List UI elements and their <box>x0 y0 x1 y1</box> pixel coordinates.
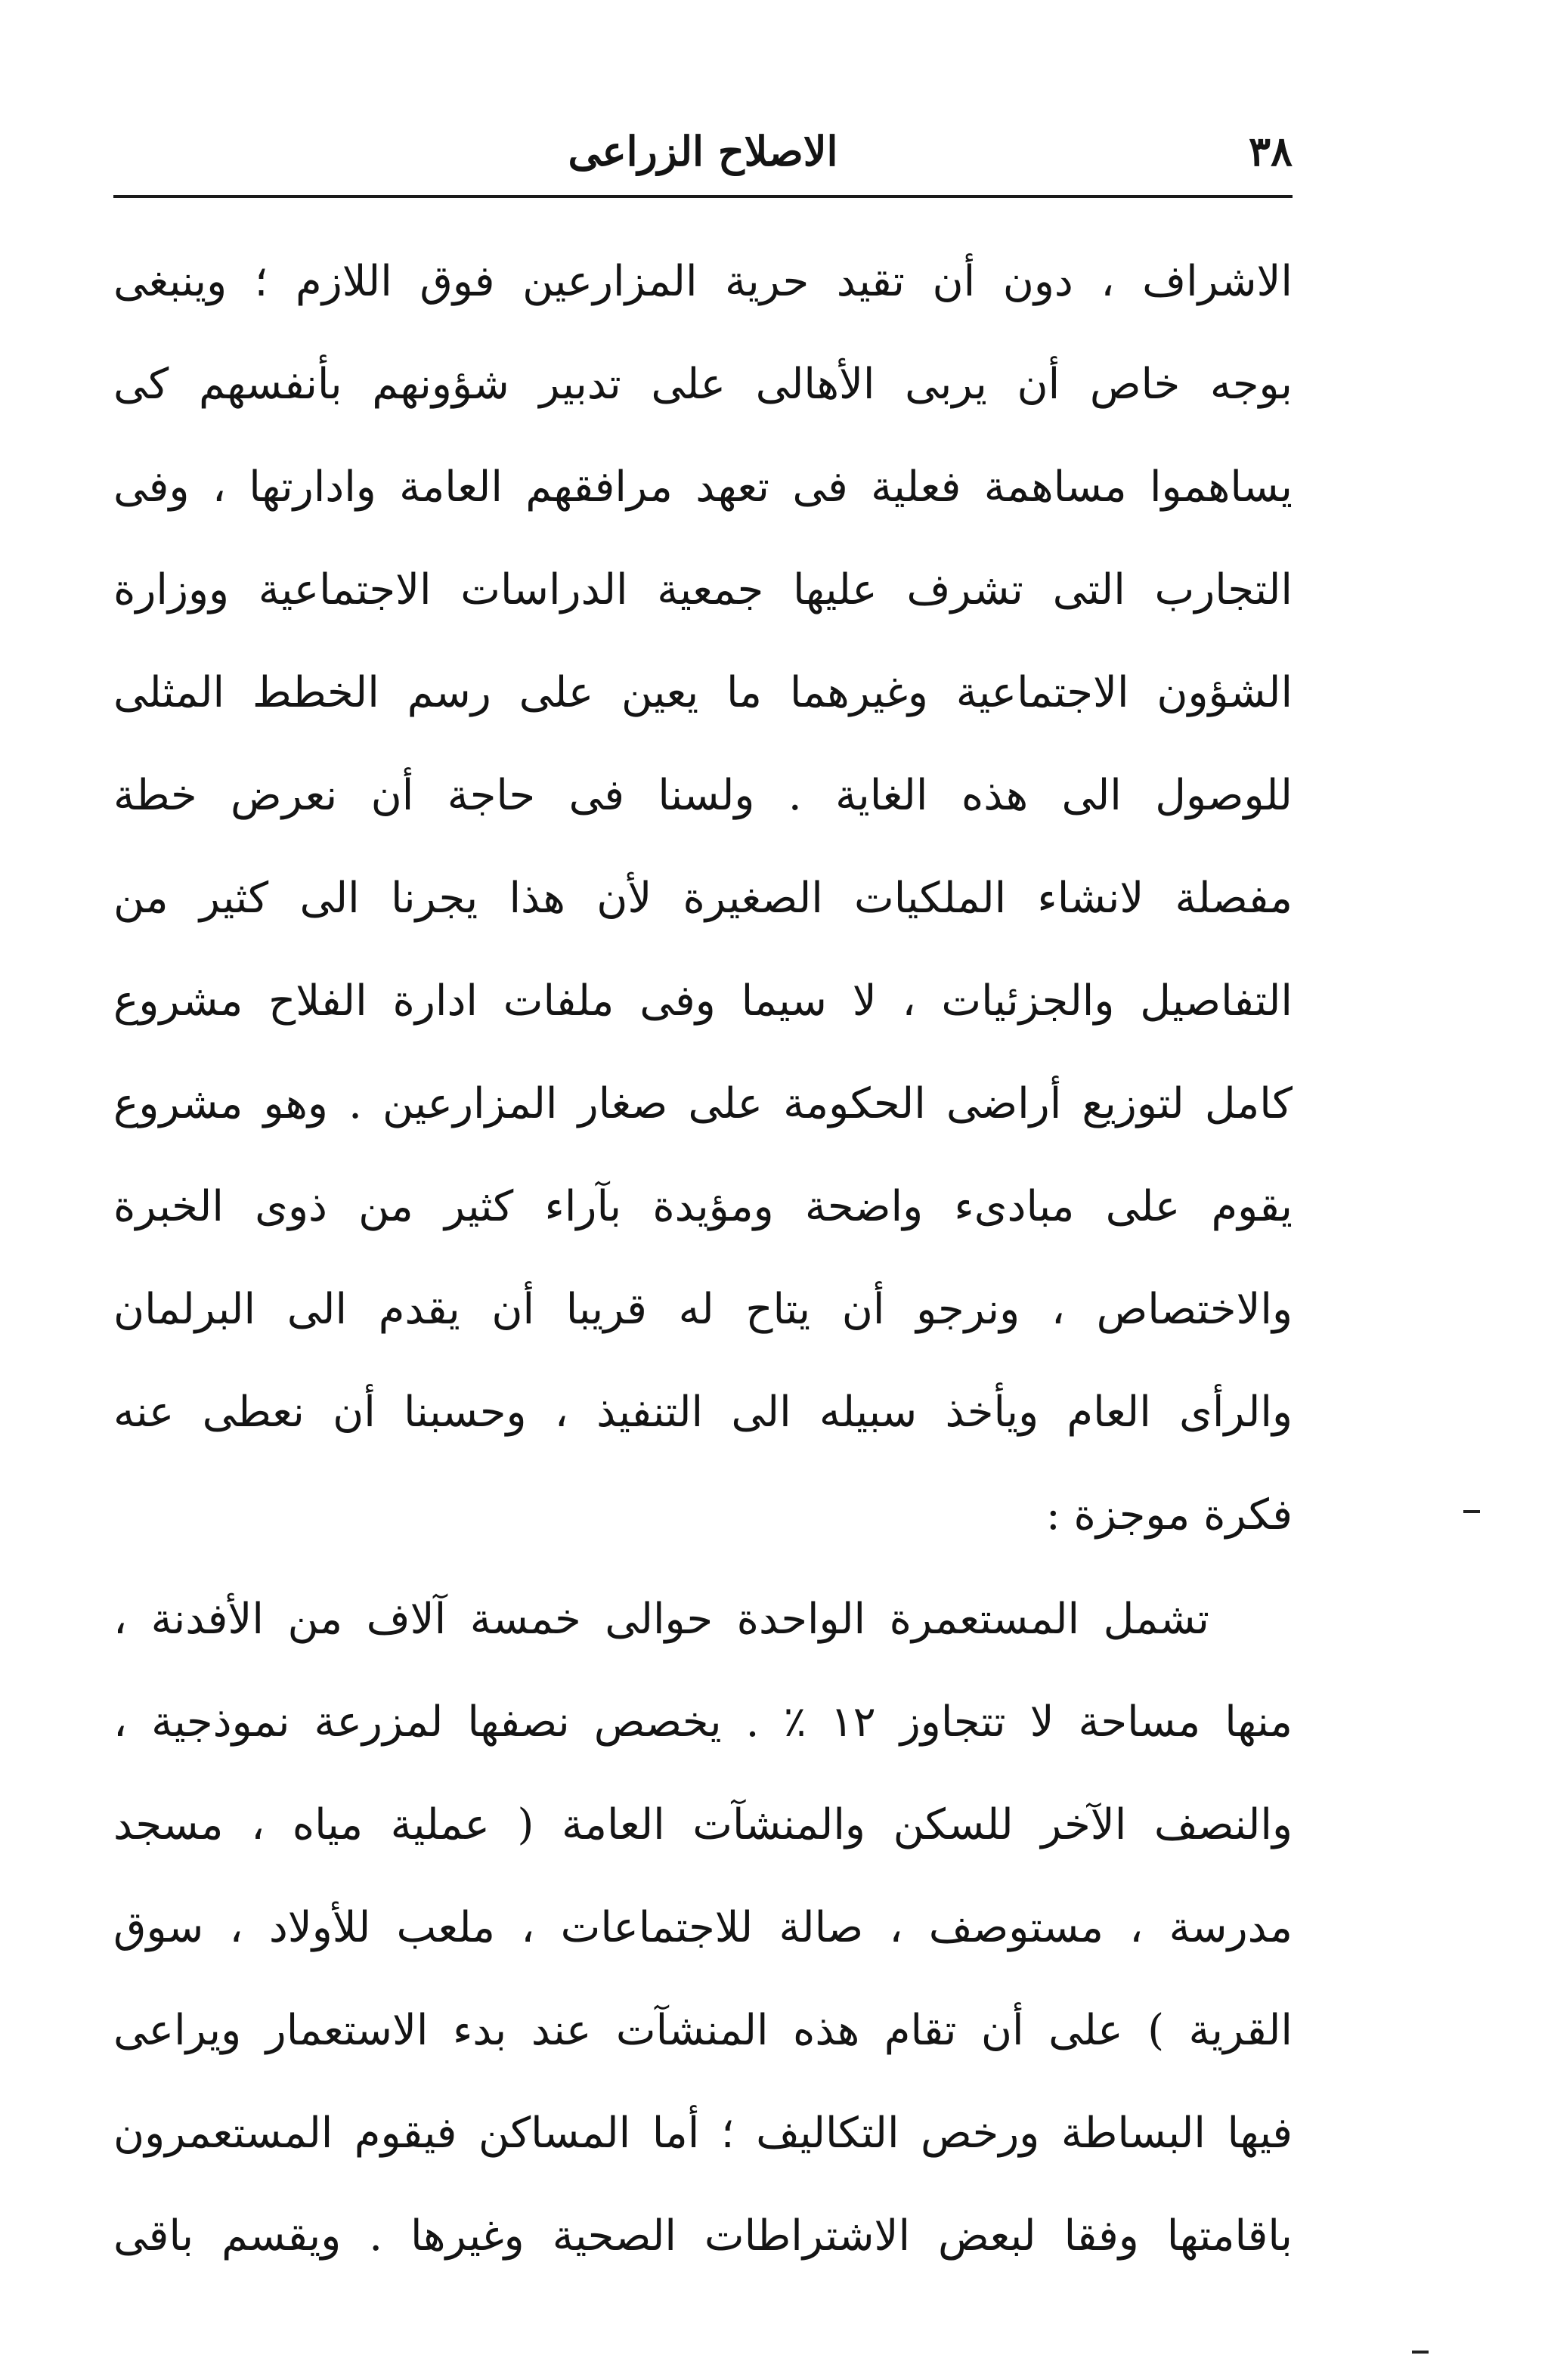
text-line: القرية ) على أن تقام هذه المنشآت عند بدء الاستعمار ويراعى <box>113 2006 1293 2055</box>
text-line: والنصف الآخر للسكن والمنشآت العامة ( عملية مياه ، مسجد <box>113 1800 1293 1849</box>
paragraph-1 <box>113 231 1293 1567</box>
text-line: التفاصيل والجزئيات ، لا سيما وفى ملفات ادارة الفلاح مشروع <box>113 976 1293 1026</box>
text-line: للوصول الى هذه الغاية . ولسنا فى حاجة أن نعرض خطة <box>113 771 1293 820</box>
text-line: فكرة موجزة : <box>1045 1490 1293 1540</box>
text-line: الشؤون الاجتماعية وغيرهما ما يعين على رسم الخطط المثلى <box>113 668 1293 717</box>
text-line: منها مساحة لا تتجاوز ١٢ ٪ . يخصص نصفها لمزرعة نموذجية ، <box>113 1698 1293 1747</box>
text-line: مفصلة لانشاء الملكيات الصغيرة لأن هذا يجرنا الى كثير من <box>113 874 1293 923</box>
text-line: تشمل المستعمرة الواحدة حوالى خمسة آلاف من الأفدنة ، <box>113 1595 1209 1644</box>
running-head <box>113 119 1293 195</box>
scan-speck <box>1412 2351 1429 2354</box>
scan-speck <box>1463 1510 1480 1513</box>
header-rule <box>113 195 1293 198</box>
text-line: التجارب التى تشرف عليها جمعية الدراسات الاجتماعية ووزارة <box>113 565 1293 614</box>
text-line: فيها البساطة ورخص التكاليف ؛ أما المساكن فيقوم المستعمرون <box>113 2109 1293 2158</box>
page-number: ٣٨ <box>1248 127 1293 175</box>
text-line: والاختصاص ، ونرجو أن يتاح له قريبا أن يقدم الى البرلمان <box>113 1285 1293 1334</box>
text-line: باقامتها وفقا لبعض الاشتراطات الصحية وغيرها . ويقسم باقى <box>113 2211 1293 2261</box>
paragraph-2 <box>113 1568 1293 2288</box>
running-title: الاصلاح الزراعى <box>568 127 838 175</box>
text-line: مدرسة ، مستوصف ، صالة للاجتماعات ، ملعب للأولاد ، سوق <box>113 1903 1293 1952</box>
text-line: بوجه خاص أن يربى الأهالى على تدبير شؤونهم بأنفسهم كى <box>113 360 1293 409</box>
text-line: الاشراف ، دون أن تقيد حرية المزارعين فوق اللازم ؛ وينبغى <box>113 257 1293 306</box>
text-line: كامل لتوزيع أراضى الحكومة على صغار المزارعين . وهو مشروع <box>113 1079 1293 1128</box>
text-line: والرأى العام ويأخذ سبيله الى التنفيذ ، وحسبنا أن نعطى عنه <box>113 1388 1293 1437</box>
text-line: يساهموا مساهمة فعلية فى تعهد مرافقهم العامة وادارتها ، وفى <box>113 463 1293 512</box>
text-line: يقوم على مبادىء واضحة ومؤيدة بآراء كثير من ذوى الخبرة <box>113 1182 1293 1231</box>
